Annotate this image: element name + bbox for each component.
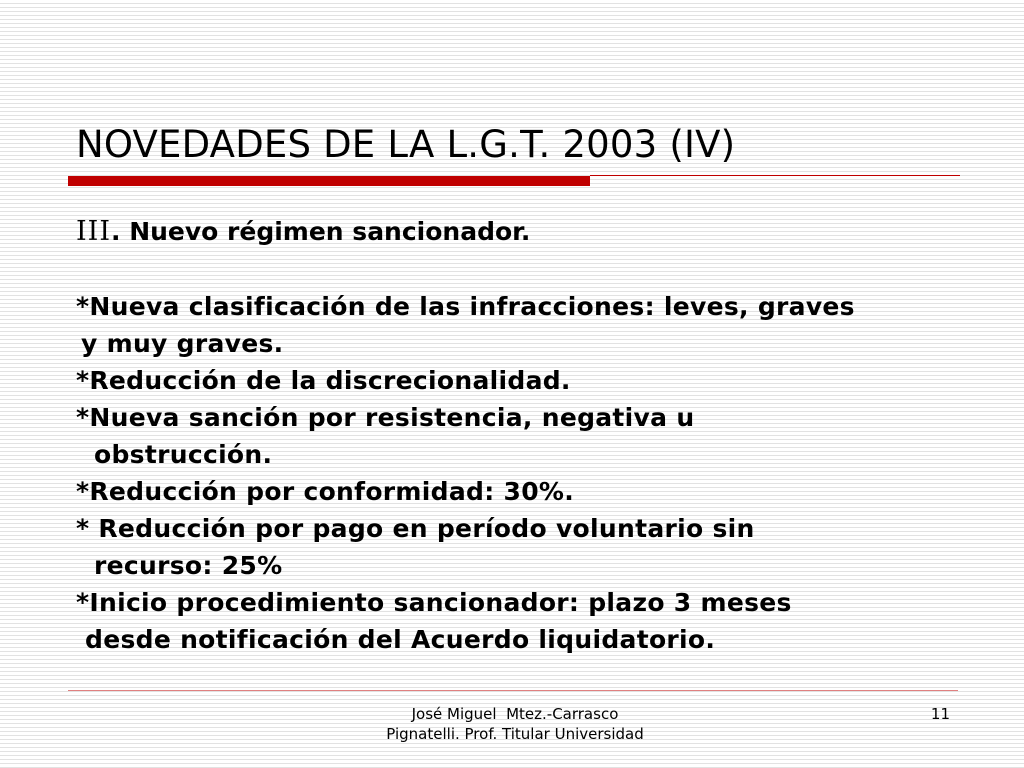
body-line: * Reducción por pago en período voluntario sin bbox=[76, 514, 755, 543]
title-accent-bar bbox=[68, 176, 590, 186]
slide-title: NOVEDADES DE LA L.G.T. 2003 (IV) bbox=[76, 123, 736, 166]
footer-author-line: José Miguel Mtez.-Carrasco bbox=[411, 705, 619, 723]
section-heading bbox=[76, 214, 530, 250]
page-number: 11 bbox=[930, 705, 950, 723]
footer-author bbox=[350, 704, 680, 744]
body-line: *Nueva sanción por resistencia, negativa u bbox=[76, 403, 695, 432]
section-heading-text: . Nuevo régimen sancionador. bbox=[111, 217, 531, 246]
title-divider-line bbox=[590, 175, 960, 176]
body-line: desde notificación del Acuerdo liquidatorio. bbox=[85, 625, 716, 654]
body-line: recurso: 25% bbox=[94, 551, 283, 580]
section-roman-numeral: III bbox=[76, 216, 111, 247]
body-line: *Reducción de la discrecionalidad. bbox=[76, 366, 571, 395]
body-line: obstrucción. bbox=[94, 440, 273, 469]
footer-divider-line bbox=[68, 690, 958, 691]
body-line: *Inicio procedimiento sancionador: plazo 3 meses bbox=[76, 588, 792, 617]
footer-author-line: Pignatelli. Prof. Titular Universidad bbox=[386, 725, 644, 743]
body-line: *Nueva clasificación de las infracciones: leves, graves bbox=[76, 292, 855, 321]
body-text bbox=[76, 288, 855, 658]
body-line: *Reducción por conformidad: 30%. bbox=[76, 477, 575, 506]
body-line: y muy graves. bbox=[81, 329, 284, 358]
